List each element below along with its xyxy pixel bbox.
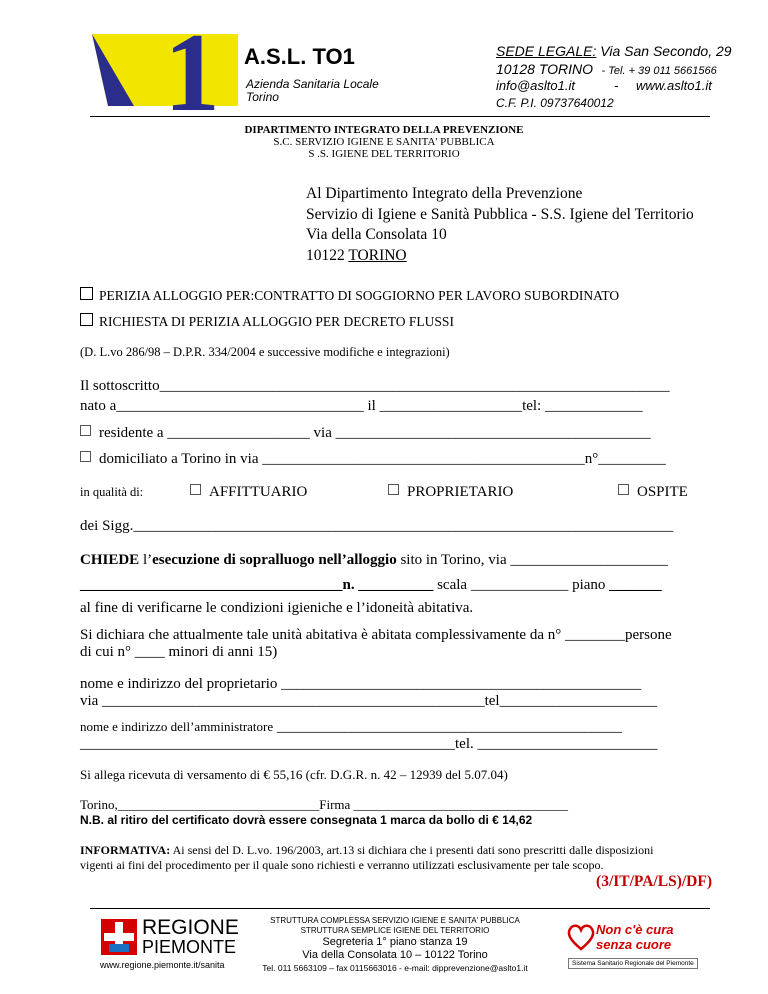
header-email[interactable]: info@aslto1.it — [496, 78, 575, 93]
qualita-proprietario[interactable] — [388, 484, 513, 501]
informativa-line2: vigenti ai fini del procedimento per il quale sono richiesti e verranno utilizzati esclusivamente per tale scopo. — [80, 858, 604, 872]
qualita-label-text: in qualità di: — [80, 485, 144, 499]
recipient-block — [306, 184, 694, 266]
form-code: (3/IT/PA/LS)/DF) — [596, 873, 712, 890]
admin-label: nome e indirizzo dell’amministratore — [80, 719, 274, 734]
checkbox-icon[interactable] — [80, 451, 91, 462]
header-cf: C.F. P.I. 09737640012 — [496, 96, 614, 110]
chiede-line2-d[interactable]: _______ — [609, 577, 662, 593]
header-web[interactable]: www.aslto1.it — [636, 78, 712, 93]
field-domiciliato-label: domiciliato a Torino in via ___________________________________________n°_________ — [99, 451, 666, 467]
footer-line4: Via della Consolata 10 – 10122 Torino — [302, 949, 488, 961]
informativa-label: INFORMATIVA: — [80, 843, 171, 857]
regione-logo — [100, 918, 240, 958]
qualita-ospite-label: OSPITE — [637, 484, 688, 500]
sede-label: SEDE LEGALE: — [496, 43, 597, 59]
header-tel: - Tel. + 39 011 5661566 — [601, 65, 717, 77]
recipient-line1: Al Dipartimento Integrato della Prevenzione — [306, 185, 583, 202]
chiede-text1: l’ — [139, 552, 153, 568]
checkbox-icon[interactable] — [618, 484, 629, 495]
org-name: A.S.L. TO1 — [244, 44, 355, 69]
checkbox-icon[interactable] — [80, 425, 91, 436]
recipient-city: TORINO — [348, 246, 407, 264]
owner-line2[interactable]: via ___________________________________________________tel_____________________ — [80, 693, 658, 709]
checkbox-icon[interactable] — [80, 287, 93, 300]
org-sub1: Azienda Sanitaria Locale — [246, 77, 379, 91]
signature-line[interactable]: Torino,_______________________________Firma _________________________________ — [80, 797, 569, 812]
department-block — [0, 124, 768, 160]
checkbox-icon[interactable] — [190, 484, 201, 495]
sede-addr: Via San Secondo, 29 — [596, 43, 732, 59]
chiede-line2[interactable] — [80, 577, 662, 594]
footer-line5: Tel. 011 5663109 – fax 0115663016 - e-mail: dipprevenzione@aslto1.it — [262, 963, 528, 973]
recipient-cap: 10122 — [306, 246, 349, 264]
footer-line2: STRUTTURA SEMPLICE IGIENE DEL TERRITORIO — [300, 926, 490, 935]
owner-line1[interactable]: nome e indirizzo del proprietario ________________________________________________ — [80, 676, 642, 692]
regione-url[interactable]: www.regione.piemonte.it/sanita — [100, 960, 225, 970]
field-residente-label: residente a ___________________ via __________________________________________ — [99, 425, 651, 441]
header-divider — [90, 116, 710, 117]
footer-line3: Segreteria 1° piano stanza 19 — [322, 936, 468, 948]
field-sottoscritto[interactable]: Il sottoscritto____________________________________________________________________ — [80, 378, 670, 394]
slogan-line2: senza cuore — [596, 937, 672, 952]
receipt-note: Si allega ricevuta di versamento di € 55,16 (cfr. D.G.R. n. 42 – 12939 del 5.07.04) — [80, 767, 508, 782]
slogan-line1: Non c'è cura — [596, 922, 674, 937]
qualita-affittuario[interactable] — [190, 484, 307, 501]
nb-note: N.B. al ritiro del certificato dovrà essere consegnata 1 marca da bollo di € 14,62 — [80, 813, 533, 827]
chiede-line2-b[interactable]: scala ________ — [433, 577, 531, 593]
chiede-bold: esecuzione di sopralluogo nell’alloggio — [152, 552, 397, 568]
footer-divider — [90, 908, 710, 909]
city: 10128 TORINO — [496, 61, 594, 77]
option-decreto-flussi-label: RICHIESTA DI PERIZIA ALLOGGIO PER DECRETO FLUSSI — [99, 314, 454, 329]
field-nato[interactable]: nato a_________________________________ il ___________________tel: _____________ — [80, 398, 643, 414]
abitata-line2[interactable]: di cui n° ____ minori di anni 15) — [80, 644, 278, 660]
regione-word: REGIONE — [142, 916, 239, 939]
non-ce-cura-logo — [566, 916, 706, 972]
dept-line2: S.C. SERVIZIO IGIENE E SANITA' PUBBLICA — [273, 136, 495, 148]
field-residente[interactable] — [80, 425, 651, 442]
law-reference: (D. L.vo 286/98 – D.P.R. 334/2004 e successive modifiche e integrazioni) — [80, 345, 450, 359]
org-sub2: Torino — [246, 90, 279, 104]
field-domiciliato[interactable] — [80, 451, 666, 468]
piemonte-word: PIEMONTE — [142, 937, 237, 957]
recipient-line4 — [306, 246, 694, 267]
informativa-text1: Ai sensi del D. L.vo. 196/2003, art.13 si dichiara che i presenti dati sono prescritti dalle disposizioni — [170, 843, 654, 857]
footer-center — [240, 916, 550, 974]
header-dash: - — [614, 78, 619, 93]
dept-line1: DIPARTIMENTO INTEGRATO DELLA PREVENZIONE — [244, 124, 524, 136]
qualita-label — [80, 485, 143, 500]
option-decreto-flussi[interactable] — [80, 313, 454, 330]
admin-line2[interactable]: __________________________________________________tel. ________________________ — [80, 736, 658, 752]
chiede-text2[interactable]: sito in Torino, via _____________________ — [396, 552, 668, 568]
recipient-line3: Via della Consolata 10 — [306, 226, 447, 243]
admin-field[interactable]: ______________________________________________ — [273, 719, 622, 735]
qualita-affittuario-label: AFFITTUARIO — [209, 484, 308, 500]
asl-logo — [88, 26, 248, 114]
chiede-line1 — [80, 552, 668, 569]
option-perizia-contratto[interactable] — [80, 287, 619, 304]
qualita-ospite[interactable] — [618, 484, 688, 501]
informativa — [80, 843, 720, 873]
regione-shield-icon — [100, 918, 138, 956]
header-city-line — [496, 61, 717, 79]
header — [0, 0, 768, 112]
abitata-line1[interactable]: Si dichiara che attualmente tale unità abitativa è abitata complessivamente da n° ________persone — [80, 627, 672, 643]
qualita-proprietario-label: PROPRIETARIO — [407, 484, 514, 500]
informativa-line1 — [80, 843, 720, 858]
sede-legale — [496, 43, 732, 59]
chiede-line2-a[interactable]: ___________________________________n. __________ — [80, 577, 434, 593]
dept-line3: S .S. IGIENE DEL TERRITORIO — [308, 148, 460, 160]
logo-numeral: 1 — [164, 26, 220, 114]
option-perizia-contratto-label: PERIZIA ALLOGGIO PER:CONTRATTO DI SOGGIORNO PER LAVORO SUBORDINATO — [99, 288, 620, 303]
field-sigg[interactable]: dei Sigg.________________________________________________________________________ — [80, 518, 674, 534]
chiede-line3: al fine di verificarne le condizioni igieniche e l’idoneità abitativa. — [80, 600, 474, 616]
recipient-line2: Servizio di Igiene e Sanità Pubblica - S.S. Igiene del Territorio — [306, 205, 694, 223]
checkbox-icon[interactable] — [388, 484, 399, 495]
chiede-line2-c: _____ piano — [530, 577, 610, 593]
footer-line1: STRUTTURA COMPLESSA SERVIZIO IGIENE E SANITA' PUBBLICA — [270, 916, 520, 925]
ssr-label: Sistema Sanitario Regionale del Piemonte — [568, 958, 698, 969]
chiede-verb: CHIEDE — [80, 552, 140, 568]
admin-line1[interactable] — [80, 719, 622, 736]
heart-icon — [566, 922, 596, 952]
checkbox-icon[interactable] — [80, 313, 93, 326]
